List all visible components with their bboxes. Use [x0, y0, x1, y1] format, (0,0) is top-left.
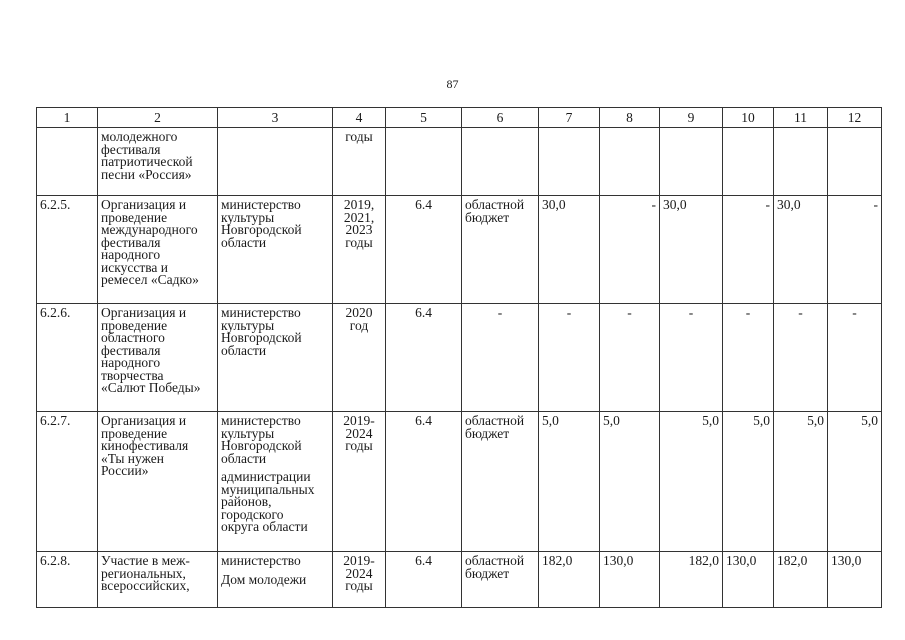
period: 2019- 2024 годы — [333, 552, 386, 608]
executor: министерство культуры Новгородской области администрации муниципальных районов, городского округа области — [218, 412, 333, 552]
header-cell: 3 — [218, 108, 333, 128]
funding-source: областной бюджет — [462, 196, 539, 304]
value-col7 — [539, 128, 600, 196]
page-number: 87 — [446, 77, 459, 91]
executor: министерство Дом молодежи — [218, 552, 333, 608]
value-col12: 130,0 — [828, 552, 882, 608]
indicator: 6.4 — [386, 196, 462, 304]
program-table — [36, 107, 882, 608]
table-row — [37, 304, 882, 412]
row-number: 6.2.7. — [37, 412, 98, 552]
value-col12: - — [828, 196, 882, 304]
funding-source — [462, 128, 539, 196]
indicator: 6.4 — [386, 412, 462, 552]
value-col8: - — [600, 304, 660, 412]
row-number — [37, 128, 98, 196]
value-col10: 130,0 — [723, 552, 774, 608]
value-col11: 5,0 — [774, 412, 828, 552]
value-col9: - — [660, 304, 723, 412]
header-cell: 8 — [600, 108, 660, 128]
table-row — [37, 412, 882, 552]
executor — [218, 128, 333, 196]
value-col10: - — [723, 304, 774, 412]
period: 2020 год — [333, 304, 386, 412]
activity-name: Организация и проведение международного фестиваля народного искусства и ремесел «Садко» — [98, 196, 218, 304]
funding-source: областной бюджет — [462, 412, 539, 552]
value-col10: 5,0 — [723, 412, 774, 552]
period: 2019, 2021, 2023 годы — [333, 196, 386, 304]
value-col7: 5,0 — [539, 412, 600, 552]
funding-source: областной бюджет — [462, 552, 539, 608]
funding-source: - — [462, 304, 539, 412]
indicator: 6.4 — [386, 304, 462, 412]
value-col8: 5,0 — [600, 412, 660, 552]
activity-name: Организация и проведение кинофестиваля «Ты нужен России» — [98, 412, 218, 552]
row-number: 6.2.8. — [37, 552, 98, 608]
value-col10 — [723, 128, 774, 196]
table-row — [37, 196, 882, 304]
period: 2019- 2024 годы — [333, 412, 386, 552]
value-col11: 182,0 — [774, 552, 828, 608]
table-row — [37, 552, 882, 608]
activity-name: Организация и проведение областного фестиваля народного творчества «Салют Победы» — [98, 304, 218, 412]
header-cell: 5 — [386, 108, 462, 128]
table-row — [37, 128, 882, 196]
header-cell: 6 — [462, 108, 539, 128]
period: годы — [333, 128, 386, 196]
executor: министерство культуры Новгородской области — [218, 304, 333, 412]
value-col7: 30,0 — [539, 196, 600, 304]
header-cell: 1 — [37, 108, 98, 128]
value-col7: - — [539, 304, 600, 412]
row-number: 6.2.6. — [37, 304, 98, 412]
value-col9: 182,0 — [660, 552, 723, 608]
header-cell: 11 — [774, 108, 828, 128]
value-col9: 5,0 — [660, 412, 723, 552]
header-cell: 7 — [539, 108, 600, 128]
header-cell: 4 — [333, 108, 386, 128]
value-col9: 30,0 — [660, 196, 723, 304]
value-col12: - — [828, 304, 882, 412]
indicator — [386, 128, 462, 196]
value-col12: 5,0 — [828, 412, 882, 552]
header-cell: 2 — [98, 108, 218, 128]
activity-name: Участие в меж- региональных, всероссийских, — [98, 552, 218, 608]
indicator: 6.4 — [386, 552, 462, 608]
table-header-row — [37, 108, 882, 128]
value-col12 — [828, 128, 882, 196]
value-col11: - — [774, 304, 828, 412]
header-cell: 9 — [660, 108, 723, 128]
value-col10: - — [723, 196, 774, 304]
header-cell: 10 — [723, 108, 774, 128]
row-number: 6.2.5. — [37, 196, 98, 304]
value-col8: - — [600, 196, 660, 304]
header-cell: 12 — [828, 108, 882, 128]
value-col11: 30,0 — [774, 196, 828, 304]
value-col9 — [660, 128, 723, 196]
activity-name: молодежного фестиваля патриотической песни «Россия» — [98, 128, 218, 196]
value-col8 — [600, 128, 660, 196]
executor: министерство культуры Новгородской области — [218, 196, 333, 304]
value-col11 — [774, 128, 828, 196]
value-col7: 182,0 — [539, 552, 600, 608]
value-col8: 130,0 — [600, 552, 660, 608]
